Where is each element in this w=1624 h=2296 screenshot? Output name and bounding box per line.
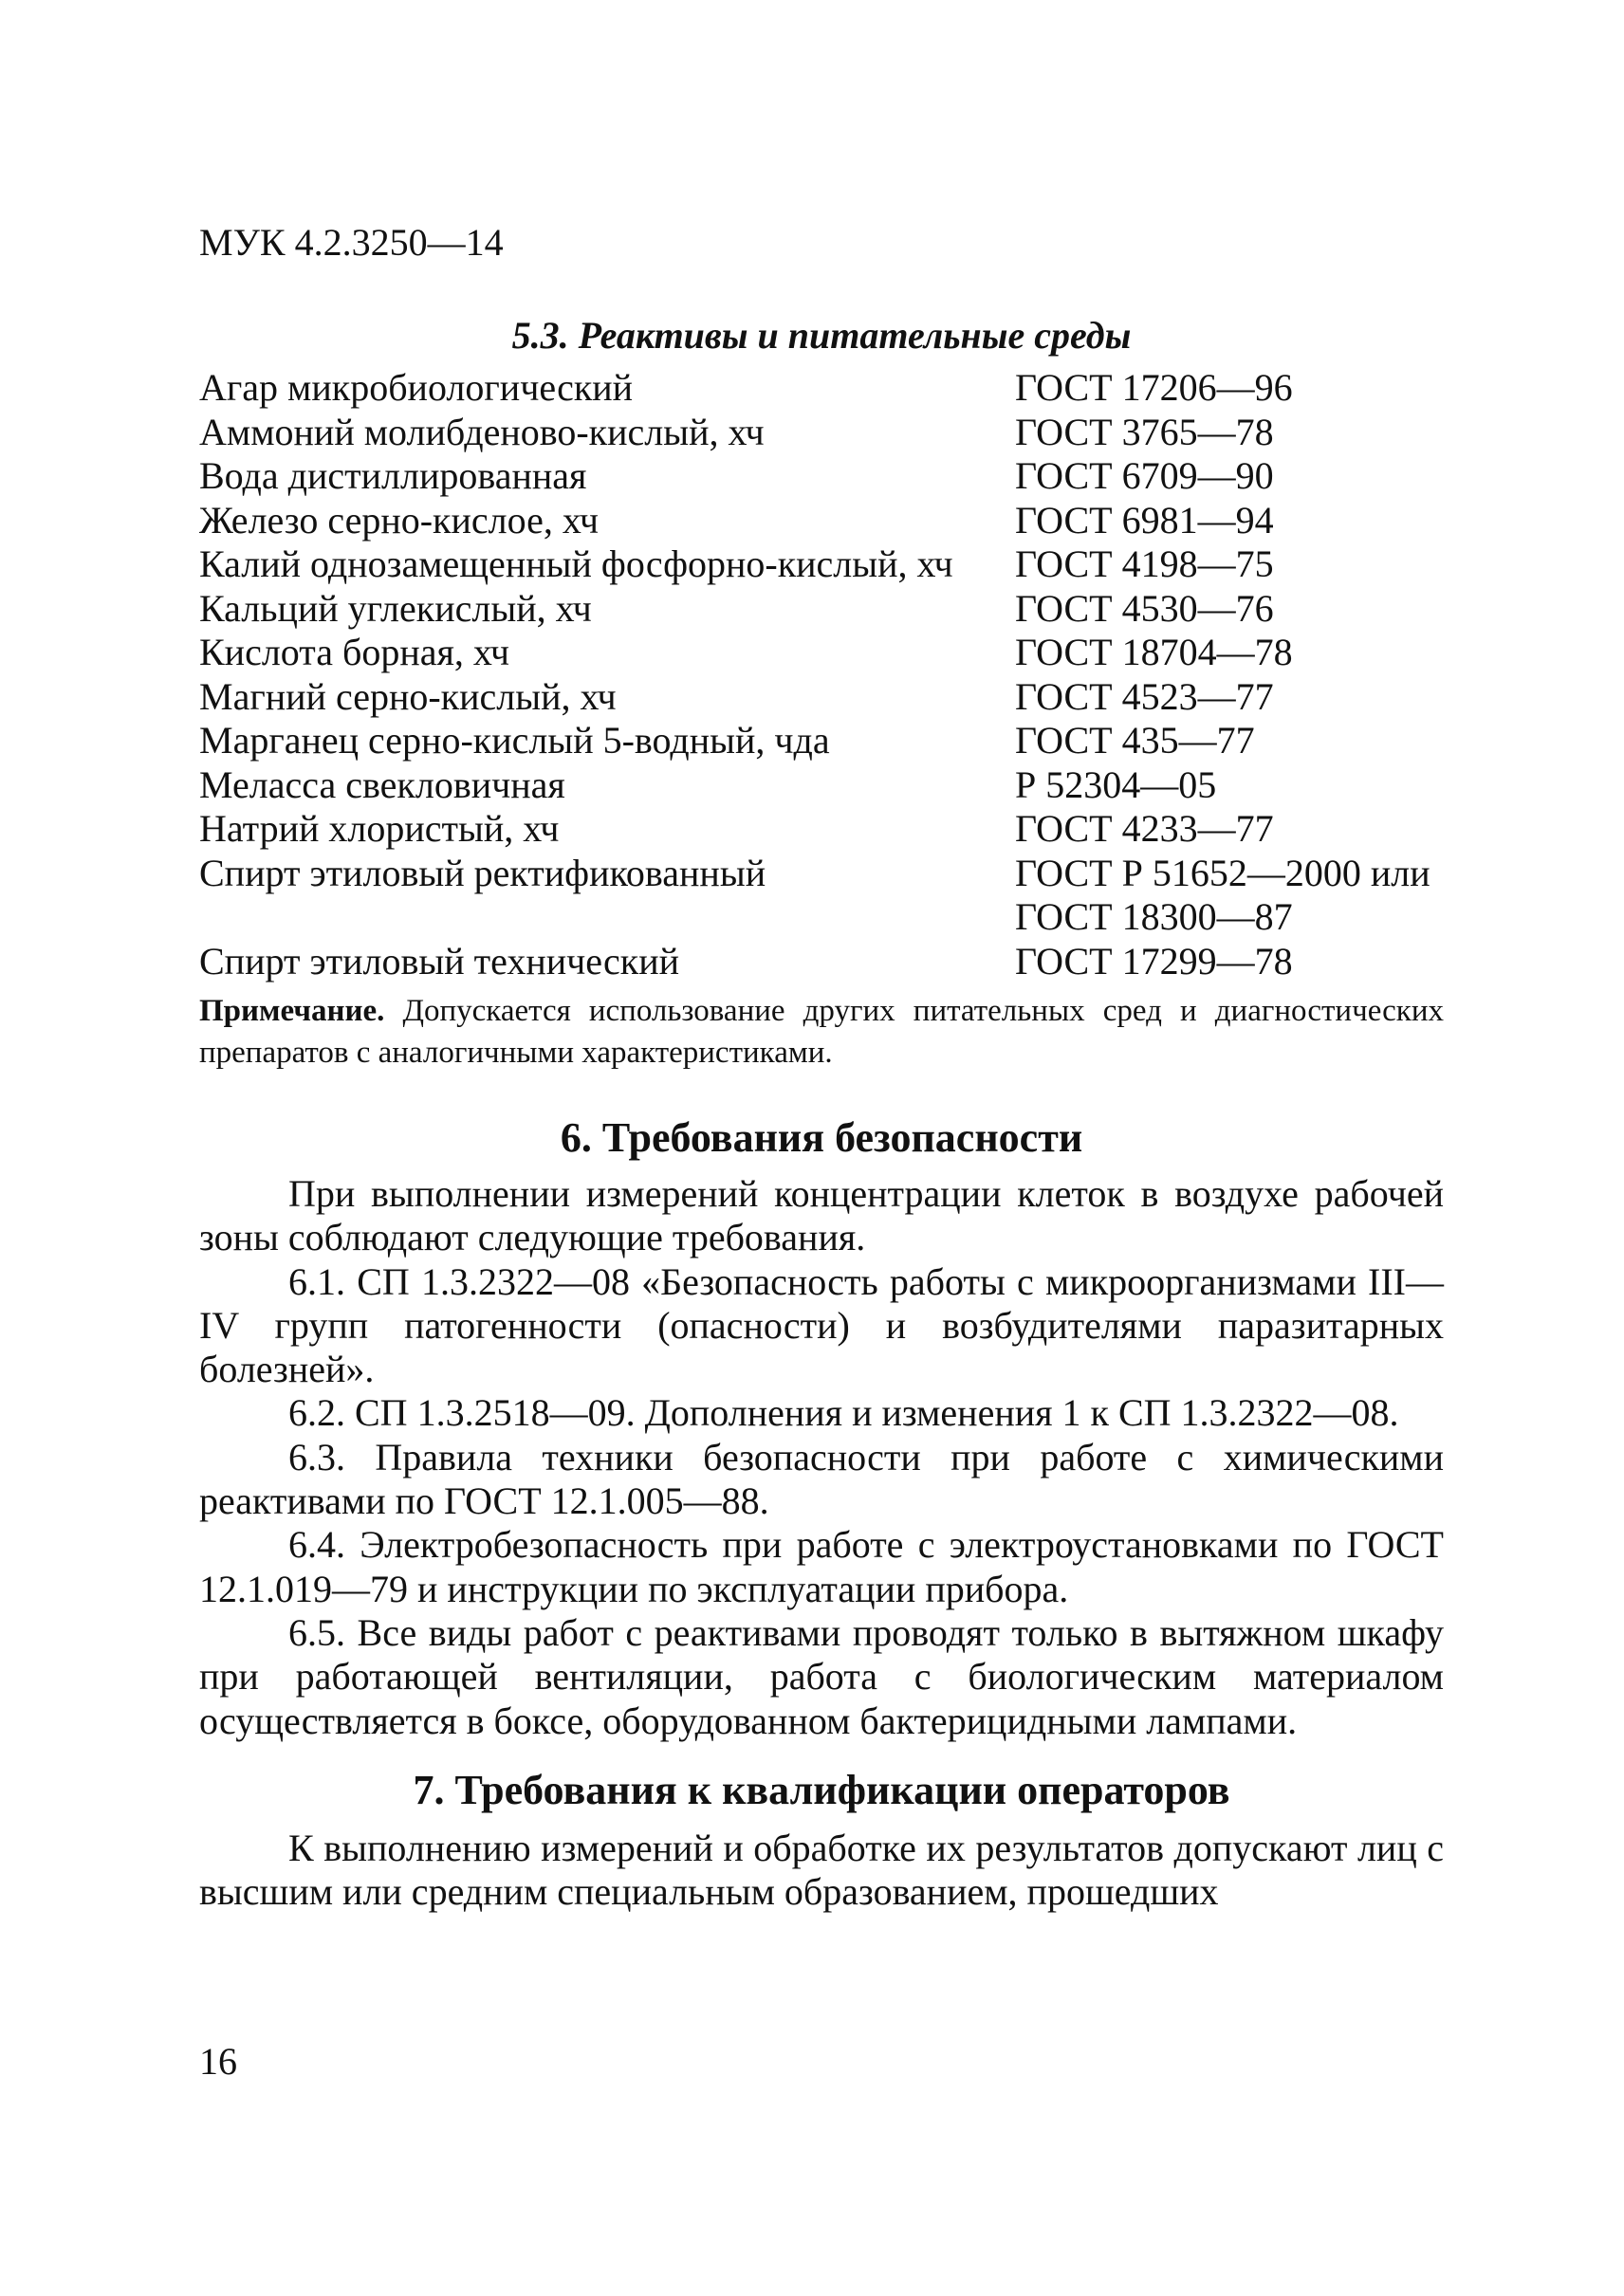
note-label: Примечание. [199,994,385,1028]
section-5-3-title: 5.3. Реактивы и питательные среды [511,314,1132,357]
reagent-name: Магний серно-кислый, хч [199,674,617,718]
paragraph: При выполнении измерений концентрации клеток в воздухе рабочей зоны соблюдают следующие требования. [199,1172,1444,1259]
paragraph: 6.4. Электробезопасность при работе с электроустановками по ГОСТ 12.1.019—79 и инструкции по эксплуатации прибора. [199,1523,1444,1610]
list-item [199,366,1470,411]
reagent-name: Кальций углекислый, хч [199,586,592,630]
list-item [199,411,1470,455]
reagent-standard: Р 52304—05 [1015,762,1217,806]
reagent-name: Вода дистиллированная [199,454,587,497]
reagent-name: Железо серно-кислое, хч [199,498,599,542]
reagent-standard: ГОСТ 6981—94 [1015,498,1274,542]
reagents-note [199,990,1444,1074]
reagent-name: Натрий хлористый, хч [199,807,560,850]
list-item [199,454,1470,499]
list-item [199,631,1470,675]
section-6-title: 6. Требования безопасности [560,1114,1083,1161]
reagent-standard: ГОСТ 17206—96 [1015,366,1293,409]
list-item [199,940,1470,984]
reagent-name: Меласса свекловичная [199,762,565,806]
list-item [199,499,1470,543]
reagent-name: Спирт этиловый ректификованный [199,851,766,894]
paragraph: К выполнению измерений и обработке их результатов допускают лиц с высшим или средним специальным образованием, прошедших [199,1827,1444,1914]
page-number: 16 [199,2040,237,2083]
list-item [199,719,1470,763]
reagent-standard: ГОСТ 17299—78 [1015,939,1293,983]
reagent-standard: ГОСТ 4198—75 [1015,542,1274,585]
reagent-standard: ГОСТ 4530—76 [1015,586,1274,630]
section-7-title: 7. Требования к квалификации операторов [413,1767,1230,1813]
note-text: Допускается использование других питательных сред и диагностических препаратов с аналогичными характеристиками. [199,994,1444,1070]
reagent-standard: ГОСТ 3765—78 [1015,410,1274,453]
reagent-name: Калий однозамещенный фосфорно-кислый, хч [199,542,953,585]
paragraph: 6.3. Правила техники безопасности при работе с химическими реактивами по ГОСТ 12.1.005—88. [199,1435,1444,1523]
list-item [199,675,1470,720]
reagent-standard: ГОСТ 18300—87 [1015,895,1293,938]
list-item [199,807,1470,852]
list-item [199,763,1470,808]
reagent-standard: ГОСТ 6709—90 [1015,454,1274,497]
section-6-body [199,1172,1444,1743]
reagents-list [199,366,1470,983]
paragraph: 6.2. СП 1.3.2518—09. Дополнения и изменения 1 к СП 1.3.2322—08. [288,1391,1399,1435]
reagent-name: Агар микробиологический [199,366,634,409]
reagent-name: Кислота борная, хч [199,631,510,673]
list-item [199,895,1470,940]
reagent-standard: ГОСТ 4233—77 [1015,807,1274,850]
reagent-name: Аммоний молибденово-кислый, хч [199,410,765,453]
section-7-body [199,1827,1444,1915]
reagent-name: Марганец серно-кислый 5-водный, чда [199,719,830,762]
document-code: МУК 4.2.3250—14 [199,221,504,264]
list-item [199,542,1470,587]
list-item [199,587,1470,632]
paragraph: 6.1. СП 1.3.2322—08 «Безопасность работы с микроорганизмами III—IV групп патогенности (опасности) и возбудителями паразитарных болезней». [199,1259,1444,1391]
reagent-standard: ГОСТ 435—77 [1015,719,1255,762]
reagent-name: Спирт этиловый технический [199,939,680,983]
reagent-standard: ГОСТ 18704—78 [1015,631,1293,673]
list-item [199,852,1470,896]
reagent-standard: ГОСТ Р 51652—2000 или [1015,851,1430,894]
reagent-name [199,895,1015,940]
reagent-standard: ГОСТ 4523—77 [1015,674,1274,718]
paragraph: 6.5. Все виды работ с реактивами проводят только в вытяжном шкафу при работающей вентиляции, работа с биологическим материалом осуществляется в боксе, оборудованном бактерицидными лампами. [199,1610,1444,1742]
